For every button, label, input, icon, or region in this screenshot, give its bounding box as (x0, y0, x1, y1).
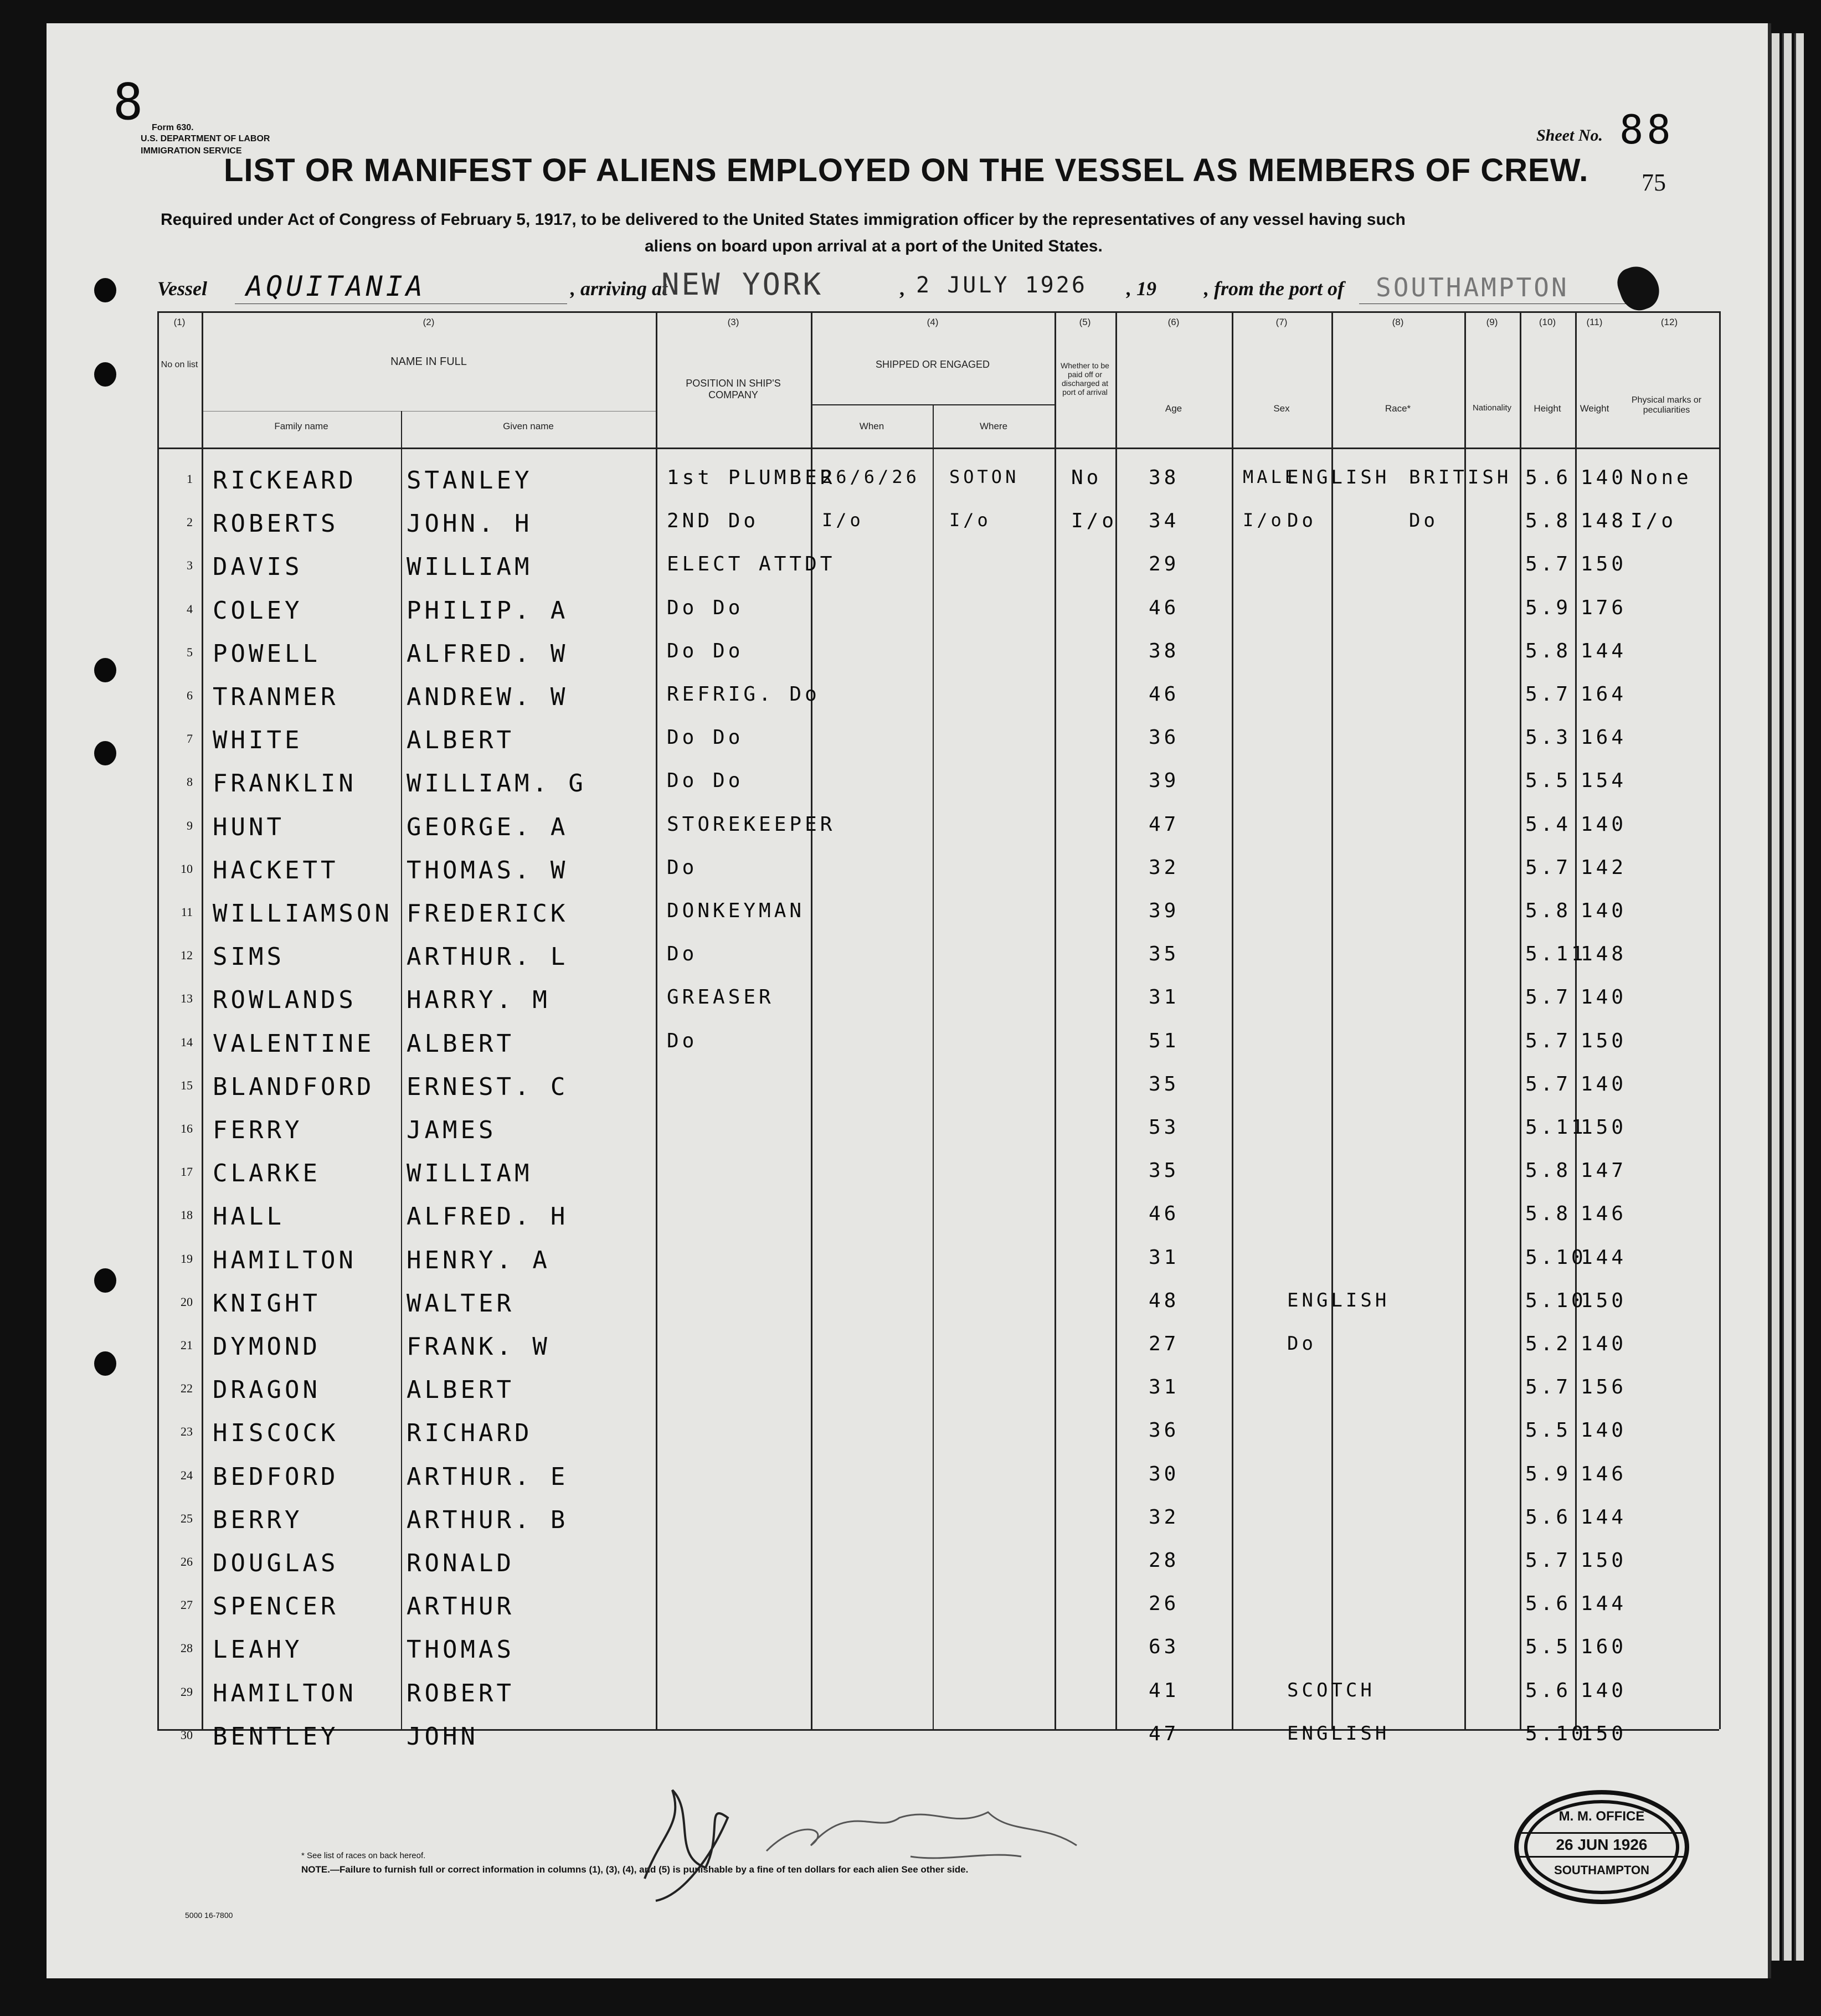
cell-given: STANLEY (407, 466, 533, 495)
row-number: 10 (181, 861, 193, 876)
cell-family: ROWLANDS (213, 986, 357, 1015)
print-code: 5000 16-7800 (185, 1911, 233, 1920)
cell-race: Do (1287, 1333, 1316, 1355)
cell-height: 5.8 (1525, 510, 1572, 533)
cell-weight: 148 (1581, 510, 1627, 533)
row-number: 2 (187, 515, 193, 529)
col-head-nationality: Nationality (1472, 403, 1512, 413)
col-num-4: (4) (927, 317, 939, 327)
cell-height: 5.4 (1525, 812, 1572, 836)
cell-height: 5.10 (1525, 1289, 1587, 1312)
cell-age: 41 (1149, 1679, 1180, 1702)
cell-given: HARRY. M (407, 986, 551, 1015)
cell-weight: 146 (1581, 1202, 1627, 1226)
col-num-6: (6) (1167, 317, 1180, 327)
cell-marks: I/o (1630, 510, 1677, 533)
row-number: 26 (181, 1555, 193, 1568)
cell-age: 47 (1149, 1722, 1180, 1745)
cell-given: ALBERT (407, 1376, 515, 1405)
manifest-sheet: 8 Form 630. U.S. DEPARTMENT OF LABOR IMMIGRATION SERVICE Sheet No. 88 75 LIST OR MANIFEST OF ALIENS EMPLOYED ON THE VESSEL AS MEMBERS OF CREW. Required under Act of Congress of February 5, 1917, to be delivered to the United States immigration officer by the representatives of any vessel having such aliens on board upon arrival at a port of the United States. Vessel AQUITANIA , arriving at NEW YORK , 2 JULY 1926 , 19 , from the port of SOUTHAMPTON (1) No on list (2) NAME IN FULL Family name Given name (3) POSITION IN SHIP'S COMPANY (4) SHIPPED OR ENGAGED When Where (5) Whether to be paid off or discharged at port of arrival (6) Age (7) Sex (8) Race* (9) Nationality (10) Height (11) Weight (12) Physical marks or peculiarities 1 RICKEARD STANLEY 1st PLUMBER 26/6/26 SOTON No 38 MALE ENGLISH BRITISH 5.6 140 None 2 ROBERTS JOHN. H 2ND Do I/o I/o I/o 34 I/o Do Do 5.8 148 I/o 3 DAVIS WILLIAM ELECT ATTDT 29 5.7 150 4 COLEY PHILIP. A Do Do 46 5.9 176 5 POWELL ALFRED. W Do Do 38 5.8 144 6 TRANMER ANDREW. W REFRIG. Do 46 5.7 164 7 WHITE ALBERT Do Do 36 5.3 164 8 FRANKLIN WILLIAM. G Do Do 39 5.5 154 9 HUNT GEORGE. A STOREKEEPER 47 5.4 140 10 HACKETT THOMAS. W Do 32 5.7 142 11 WILLIAMSON FREDERICK DONKEYMAN 39 5.8 140 12 SIMS ARTHUR. L Do 35 5.11 148 13 ROWLANDS HARRY. M GREASER 31 5.7 140 14 VALENTINE ALBERT Do 51 5.7 150 15 BLANDFORD ERNEST. C 35 5.7 140 16 FERRY JAMES 53 5.11 150 17 CLARKE WILLIAM 35 5.8 147 18 HALL ALFRED. H 46 5.8 146 19 HAMILTON HENRY. A 31 5.10 144 20 KNIGHT WALTER 48 ENGLISH 5.10 150 21 DYMOND FRANK. W 27 Do 5.2 140 22 DRAGON ALBERT 31 5.7 156 23 HISCOCK RICHARD 36 5.5 140 24 BEDFORD ARTHUR. E 30 5.9 146 25 BERRY ARTHUR. B 32 5.6 144 26 DOUGLAS RONALD 28 5.7 150 27 SPENCER ARTHUR 26 5.6 144 28 LEAHY THOMAS 63 5.5 160 29 HAMILTON ROBERT 41 SCOTCH 5.6 140 30 BENTLEY JOHN 47 ENGLISH 5.10 150 * See list of races on back hereof. NOTE.—Failure to furnish full or correct information in columns (1), (3), (4), and (5) is punishable by a fine of ten dollars for each alien See other side. 5000 16-7800 M. M. OFFICE 26 JUN 1926 SOUTHAMPTON (47, 23, 1771, 1978)
stamp-bottom: SOUTHAMPTON (1554, 1863, 1649, 1877)
cell-position: Do Do (667, 769, 744, 793)
cell-family: BENTLEY (213, 1722, 339, 1751)
cell-family: DOUGLAS (213, 1549, 339, 1577)
cell-given: ALFRED. H (407, 1202, 569, 1231)
col-head-given: Given name (503, 421, 554, 431)
corner-mark: 8 (113, 73, 147, 131)
cell-age: 31 (1149, 986, 1180, 1009)
col-head-sex: Sex (1273, 403, 1290, 414)
cell-height: 5.6 (1525, 1592, 1572, 1616)
row-number: 4 (187, 601, 193, 616)
cell-weight: 144 (1581, 1246, 1627, 1269)
cell-age: 35 (1149, 1072, 1180, 1096)
cell-family: POWELL (213, 639, 321, 668)
cell-when: I/o (822, 510, 864, 531)
cell-race: ENGLISH (1287, 1722, 1390, 1745)
cell-given: ARTHUR. B (407, 1505, 569, 1534)
cell-weight: 176 (1581, 596, 1627, 619)
cell-height: 5.7 (1525, 1029, 1572, 1052)
stamp-top: M. M. OFFICE (1558, 1809, 1645, 1824)
cell-given: FREDERICK (407, 899, 569, 928)
cell-family: HUNT (213, 812, 285, 841)
cell-height: 5.8 (1525, 899, 1572, 922)
cell-weight: 150 (1581, 1549, 1627, 1572)
cell-family: SIMS (213, 943, 285, 971)
cell-family: BEDFORD (213, 1462, 339, 1491)
row-number: 30 (181, 1727, 193, 1742)
arrival-port: NEW YORK (661, 267, 824, 302)
cell-weight: 146 (1581, 1462, 1627, 1485)
cell-height: 5.8 (1525, 1159, 1572, 1182)
cell-height: 5.7 (1525, 1072, 1572, 1096)
vessel-name: AQUITANIA (246, 270, 426, 302)
cell-position: 1st PLUMBER (667, 466, 836, 489)
row-number: 17 (181, 1165, 193, 1179)
cell-weight: 160 (1581, 1636, 1627, 1659)
cell-family: FRANKLIN (213, 769, 357, 798)
cell-age: 28 (1149, 1549, 1180, 1572)
cell-given: THOMAS. W (407, 856, 569, 884)
row-number: 1 (187, 472, 193, 486)
row-number: 28 (181, 1641, 193, 1655)
row-number: 22 (181, 1381, 193, 1396)
service: IMMIGRATION SERVICE (141, 146, 242, 156)
cell-weight: 156 (1581, 1376, 1627, 1399)
row-number: 9 (187, 818, 193, 832)
binder-hole (94, 362, 116, 387)
cell-family: DAVIS (213, 553, 303, 582)
row-number: 13 (181, 991, 193, 1006)
cell-height: 5.7 (1525, 856, 1572, 879)
cell-weight: 144 (1581, 639, 1627, 662)
page-edge (1794, 33, 1804, 1961)
cell-family: VALENTINE (213, 1029, 375, 1058)
cell-sex: MALE (1243, 466, 1299, 487)
departure-port: SOUTHAMPTON (1376, 272, 1569, 302)
cell-family: FERRY (213, 1116, 303, 1144)
cell-nationality: BRITISH (1409, 466, 1512, 488)
cell-position: Do Do (667, 639, 744, 662)
cell-height: 5.5 (1525, 769, 1572, 793)
row-number: 19 (181, 1251, 193, 1266)
row-number: 3 (187, 558, 193, 573)
col-num-10: (10) (1539, 317, 1556, 327)
cell-where: SOTON (949, 466, 1020, 487)
cell-weight: 140 (1581, 1333, 1627, 1355)
sheet-number: 88 (1619, 106, 1674, 153)
sheet-label: Sheet No. (1536, 126, 1603, 145)
cell-given: RICHARD (407, 1419, 533, 1448)
cell-given: THOMAS (407, 1636, 515, 1664)
cell-height: 5.7 (1525, 683, 1572, 706)
cell-age: 38 (1149, 639, 1180, 662)
cell-given: HENRY. A (407, 1246, 551, 1274)
binder-hole (94, 658, 116, 682)
cell-weight: 164 (1581, 726, 1627, 749)
cell-given: PHILIP. A (407, 596, 569, 625)
cell-family: BERRY (213, 1505, 303, 1534)
cell-age: 29 (1149, 553, 1180, 576)
cell-given: ALBERT (407, 726, 515, 755)
row-number: 12 (181, 948, 193, 963)
cell-position: 2ND Do (667, 510, 759, 533)
subtitle-line-1: Required under Act of Congress of February 5, 1917, to be delivered to the United States immigration officer by the representatives of any vessel having such (161, 210, 1406, 229)
cell-family: WHITE (213, 726, 303, 755)
cell-age: 39 (1149, 899, 1180, 922)
col-num-9: (9) (1486, 317, 1498, 327)
cell-family: DYMOND (213, 1333, 321, 1361)
row-number: 11 (181, 905, 193, 919)
cell-family: KNIGHT (213, 1289, 321, 1318)
cell-given: WILLIAM (407, 1159, 533, 1188)
cell-age: 46 (1149, 1202, 1180, 1226)
cell-weight: 140 (1581, 986, 1627, 1009)
cell-given: ROBERT (407, 1679, 515, 1708)
cell-height: 5.7 (1525, 1376, 1572, 1399)
row-number: 25 (181, 1511, 193, 1525)
row-number: 27 (181, 1598, 193, 1612)
cell-age: 32 (1149, 856, 1180, 879)
cell-position: Do Do (667, 726, 744, 749)
cell-family: RICKEARD (213, 466, 357, 495)
row-number: 20 (181, 1294, 193, 1309)
cell-given: ARTHUR. L (407, 943, 569, 971)
cell-when: 26/6/26 (822, 466, 920, 487)
cell-age: 53 (1149, 1116, 1180, 1139)
cell-height: 5.9 (1525, 596, 1572, 619)
cell-age: 35 (1149, 943, 1180, 966)
cell-age: 46 (1149, 596, 1180, 619)
cell-family: COLEY (213, 596, 303, 625)
cell-weight: 140 (1581, 1419, 1627, 1442)
col-num-5: (5) (1079, 317, 1091, 327)
from-label: , from the port of (1204, 277, 1345, 300)
col-head-weight: Weight (1580, 403, 1609, 414)
cell-given: ALFRED. W (407, 639, 569, 668)
cell-given: ARTHUR. E (407, 1462, 569, 1491)
cell-family: HAMILTON (213, 1246, 357, 1274)
cell-age: 48 (1149, 1289, 1180, 1312)
subtitle-line-2: aliens on board upon arrival at a port of the United States. (645, 237, 1103, 255)
cell-height: 5.6 (1525, 1679, 1572, 1702)
page-edge (1782, 33, 1792, 1961)
cell-given: WALTER (407, 1289, 515, 1318)
cell-given: WILLIAM (407, 553, 533, 582)
races-note: * See list of races on back hereof. (301, 1851, 426, 1860)
col-head-family: Family name (274, 421, 328, 431)
cell-family: WILLIAMSON (213, 899, 393, 928)
year-label: , 19 (1126, 277, 1156, 300)
cell-weight: 154 (1581, 769, 1627, 793)
col-head-race: Race* (1385, 403, 1411, 414)
cell-height: 5.5 (1525, 1419, 1572, 1442)
office-stamp (1514, 1790, 1689, 1904)
cell-weight: 140 (1581, 466, 1627, 489)
cell-age: 36 (1149, 726, 1180, 749)
vessel-label: Vessel (157, 277, 207, 300)
cell-height: 5.2 (1525, 1333, 1572, 1355)
cell-height: 5.10 (1525, 1246, 1587, 1269)
cell-weight: 144 (1581, 1505, 1627, 1529)
cell-age: 35 (1149, 1159, 1180, 1182)
cell-age: 27 (1149, 1333, 1180, 1355)
cell-age: 38 (1149, 466, 1180, 489)
cell-marks: None (1630, 466, 1692, 489)
col-num-1: (1) (173, 317, 186, 327)
col-head-when: When (859, 421, 884, 431)
col-num-8: (8) (1392, 317, 1404, 327)
col-head-shipped: SHIPPED OR ENGAGED (875, 359, 990, 370)
ink-blot (1613, 260, 1664, 315)
col-head-marks: Physical marks or peculiarities (1631, 395, 1702, 415)
row-number: 21 (181, 1338, 193, 1352)
col-num-7: (7) (1275, 317, 1288, 327)
cell-family: HACKETT (213, 856, 339, 884)
row-number: 6 (187, 688, 193, 702)
cell-paid: No (1071, 466, 1102, 489)
binder-hole (94, 278, 116, 302)
row-number: 24 (181, 1468, 193, 1482)
cell-given: ARTHUR (407, 1592, 515, 1621)
cell-height: 5.11 (1525, 943, 1587, 966)
cell-sex: I/o (1243, 510, 1285, 531)
cell-weight: 147 (1581, 1159, 1627, 1182)
row-number: 16 (181, 1122, 193, 1135)
cell-weight: 140 (1581, 1072, 1627, 1096)
cell-weight: 144 (1581, 1592, 1627, 1616)
cell-family: ROBERTS (213, 510, 339, 538)
cell-family: BLANDFORD (213, 1072, 375, 1101)
cell-age: 39 (1149, 769, 1180, 793)
row-number: 18 (181, 1208, 193, 1222)
row-number: 8 (187, 775, 193, 789)
cell-height: 5.7 (1525, 986, 1572, 1009)
cell-height: 5.7 (1525, 553, 1572, 576)
cell-age: 36 (1149, 1419, 1180, 1442)
cell-position: ELECT ATTDT (667, 553, 836, 576)
cell-given: ANDREW. W (407, 683, 569, 711)
cell-age: 63 (1149, 1636, 1180, 1659)
cell-given: WILLIAM. G (407, 769, 587, 798)
cell-weight: 150 (1581, 1289, 1627, 1312)
penalty-note: NOTE.—Failure to furnish full or correct information in columns (1), (3), (4), and (5) is punishable by a fine of ten dollars for each alien See other side. (301, 1864, 969, 1875)
cell-position: REFRIG. Do (667, 683, 820, 706)
cell-given: FRANK. W (407, 1333, 551, 1361)
col-head-name: NAME IN FULL (390, 356, 467, 368)
col-num-3: (3) (727, 317, 739, 327)
cell-height: 5.8 (1525, 639, 1572, 662)
cell-age: 46 (1149, 683, 1180, 706)
cell-position: DONKEYMAN (667, 899, 805, 922)
cell-height: 5.9 (1525, 1462, 1572, 1485)
binder-hole (94, 1351, 116, 1376)
cell-family: CLARKE (213, 1159, 321, 1188)
cell-race: Do (1287, 510, 1316, 532)
cell-family: HALL (213, 1202, 285, 1231)
cell-position: Do Do (667, 596, 744, 619)
cell-age: 51 (1149, 1029, 1180, 1052)
form-number: Form 630. (152, 123, 194, 132)
stamp-date: 26 JUN 1926 (1519, 1832, 1685, 1858)
cell-weight: 150 (1581, 1722, 1627, 1745)
page-number: 75 (1642, 169, 1666, 196)
cell-weight: 142 (1581, 856, 1627, 879)
cell-age: 47 (1149, 812, 1180, 836)
cell-family: TRANMER (213, 683, 339, 711)
cell-weight: 150 (1581, 1116, 1627, 1139)
page-edge (1770, 33, 1779, 1961)
cell-age: 26 (1149, 1592, 1180, 1616)
cell-family: DRAGON (213, 1376, 321, 1405)
cell-age: 32 (1149, 1505, 1180, 1529)
cell-height: 5.10 (1525, 1722, 1587, 1745)
cell-position: Do (667, 943, 698, 966)
cell-given: RONALD (407, 1549, 515, 1577)
arriving-label: , arriving at (570, 277, 668, 300)
cell-given: ERNEST. C (407, 1072, 569, 1101)
row-number: 5 (187, 645, 193, 659)
cell-height: 5.8 (1525, 1202, 1572, 1226)
cell-weight: 140 (1581, 1679, 1627, 1702)
department: U.S. DEPARTMENT OF LABOR (141, 134, 270, 143)
col-head-age: Age (1165, 403, 1182, 414)
binder-hole (94, 741, 116, 765)
cell-weight: 140 (1581, 899, 1627, 922)
manifest-title: LIST OR MANIFEST OF ALIENS EMPLOYED ON THE VESSEL AS MEMBERS OF CREW. (224, 152, 1589, 188)
cell-height: 5.11 (1525, 1116, 1587, 1139)
col-head-no: No on list (161, 360, 198, 369)
cell-paid: I/o (1071, 510, 1118, 533)
col-head-paid: Whether to be paid off or discharged at port of arrival (1061, 361, 1109, 397)
row-number: 23 (181, 1424, 193, 1439)
col-num-2: (2) (423, 317, 435, 327)
cell-weight: 164 (1581, 683, 1627, 706)
row-number: 14 (181, 1035, 193, 1049)
cell-family: HAMILTON (213, 1679, 357, 1708)
cell-age: 30 (1149, 1462, 1180, 1485)
cell-given: JAMES (407, 1116, 497, 1144)
cell-position: GREASER (667, 986, 774, 1009)
cell-family: SPENCER (213, 1592, 339, 1621)
cell-weight: 140 (1581, 812, 1627, 836)
col-head-position: POSITION IN SHIP'S COMPANY (686, 378, 781, 400)
cell-given: GEORGE. A (407, 812, 569, 841)
row-number: 7 (187, 732, 193, 746)
cell-nationality: Do (1409, 510, 1438, 532)
row-number: 29 (181, 1684, 193, 1699)
cell-weight: 148 (1581, 943, 1627, 966)
row-number: 15 (181, 1078, 193, 1092)
cell-race: SCOTCH (1287, 1679, 1375, 1701)
cell-given: JOHN. H (407, 510, 533, 538)
cell-position: Do (667, 856, 698, 879)
cell-race: ENGLISH (1287, 466, 1390, 488)
cell-height: 5.5 (1525, 1636, 1572, 1659)
cell-position: STOREKEEPER (667, 812, 836, 836)
cell-height: 5.6 (1525, 466, 1572, 489)
cell-height: 5.3 (1525, 726, 1572, 749)
cell-family: HISCOCK (213, 1419, 339, 1448)
cell-family: LEAHY (213, 1636, 303, 1664)
col-num-11: (11) (1586, 317, 1603, 327)
col-head-where: Where (979, 421, 1008, 431)
cell-age: 31 (1149, 1246, 1180, 1269)
cell-height: 5.6 (1525, 1505, 1572, 1529)
cell-race: ENGLISH (1287, 1289, 1390, 1312)
cell-age: 31 (1149, 1376, 1180, 1399)
cell-weight: 150 (1581, 553, 1627, 576)
binder-hole (94, 1268, 116, 1293)
col-num-12: (12) (1660, 317, 1678, 327)
arrival-date: 2 JULY 1926 (916, 272, 1087, 298)
cell-given: JOHN (407, 1722, 479, 1751)
col-head-height: Height (1534, 403, 1561, 414)
cell-given: ALBERT (407, 1029, 515, 1058)
signature-scribble (600, 1768, 1154, 1912)
cell-age: 34 (1149, 510, 1180, 533)
cell-position: Do (667, 1029, 698, 1052)
cell-height: 5.7 (1525, 1549, 1572, 1572)
cell-weight: 150 (1581, 1029, 1627, 1052)
cell-where: I/o (949, 510, 991, 531)
